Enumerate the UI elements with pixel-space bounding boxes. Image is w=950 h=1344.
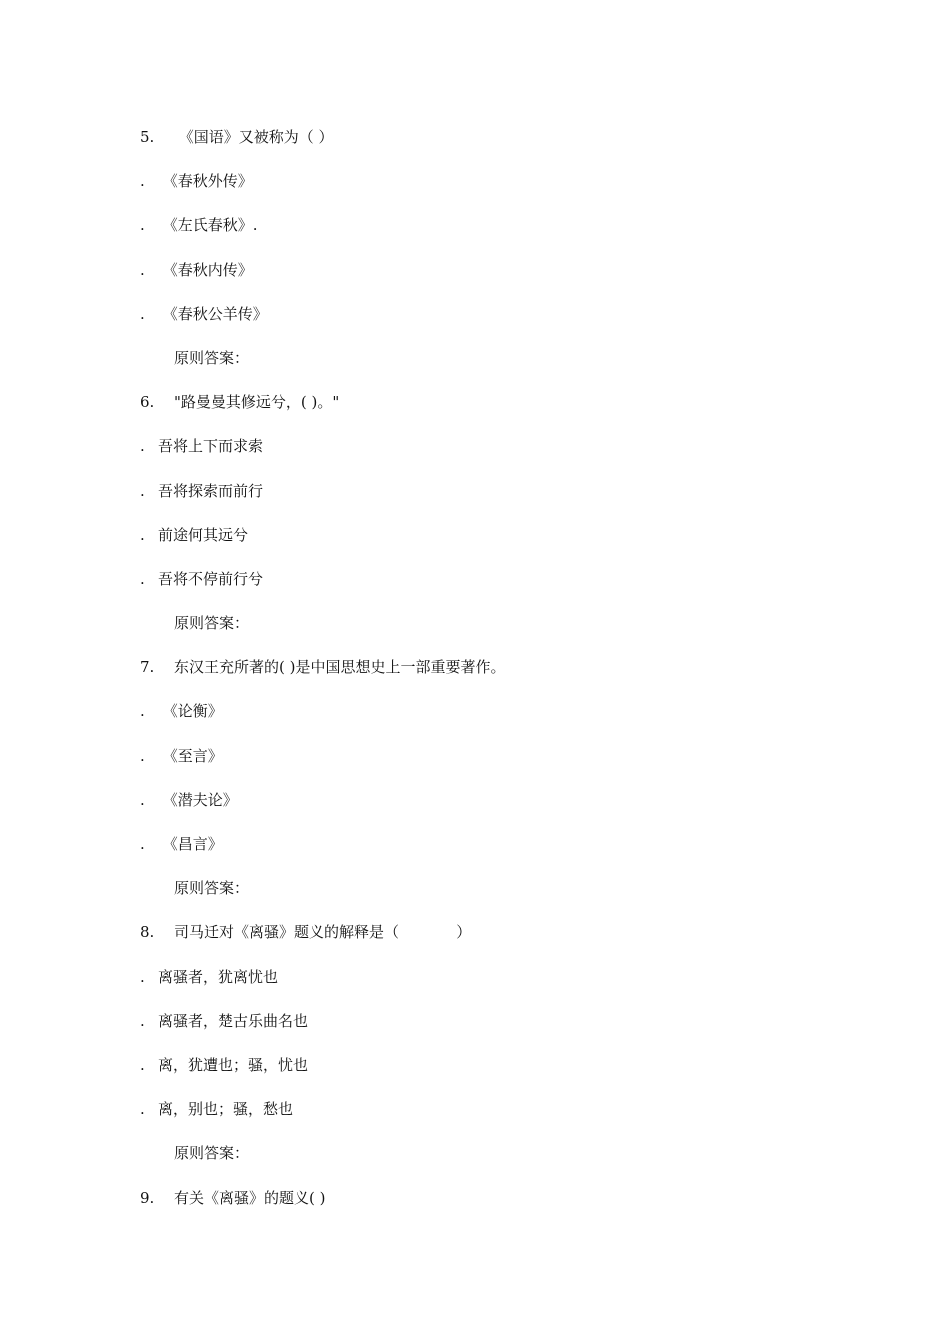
option: [140, 1009, 840, 1053]
question-number: 5.: [140, 128, 155, 146]
option-marker: .: [140, 172, 145, 191]
option-text: 吾将不停前行兮: [158, 569, 264, 588]
question-6: [140, 390, 840, 434]
option: [140, 302, 840, 346]
answer-label: 原则答案：: [174, 1144, 250, 1163]
option-marker: .: [140, 967, 145, 986]
option-text: 《春秋公羊传》: [158, 304, 268, 323]
option-marker: .: [140, 437, 145, 456]
option: [140, 523, 840, 567]
option: [140, 699, 840, 743]
option: [140, 1053, 840, 1097]
option: [140, 832, 840, 876]
option-text: 离，犹遭也；骚，忧也: [158, 1055, 309, 1074]
option-text: 《昌言》: [158, 835, 223, 853]
option-marker: .: [140, 835, 145, 853]
option-text: 《论衡》: [158, 702, 223, 721]
option: [140, 965, 840, 1009]
option: [140, 169, 840, 213]
option: [140, 258, 840, 302]
option-marker: .: [140, 746, 145, 765]
answer-label: 原则答案：: [174, 614, 250, 633]
option-text: 《春秋内传》: [158, 260, 253, 279]
option: [140, 744, 840, 788]
option-text: 《潜夫论》: [158, 790, 238, 809]
option-marker: .: [140, 1055, 145, 1074]
option-text: 离，别也；骚，愁也: [158, 1100, 294, 1119]
question-text: 《国语》又被称为（ ）: [174, 128, 334, 146]
option-text: 离骚者，犹离忧也: [158, 967, 279, 986]
question-text: 东汉王充所著的( )是中国思想史上一部重要著作。: [174, 658, 506, 677]
question-7: [140, 655, 840, 699]
option: [140, 213, 840, 257]
option-marker: .: [140, 1100, 145, 1119]
option-marker: .: [140, 260, 145, 279]
question-number: 8.: [140, 923, 155, 942]
option-text: 《左氏春秋》.: [158, 216, 258, 235]
question-9: [140, 1186, 840, 1230]
answer-label: 原则答案：: [174, 348, 250, 367]
option-marker: .: [140, 216, 145, 235]
answer-label: 原则答案：: [174, 879, 250, 898]
option-marker: .: [140, 569, 145, 588]
option: [140, 788, 840, 832]
question-5: [140, 125, 840, 169]
option-text: 离骚者，楚古乐曲名也: [158, 1011, 309, 1030]
option-text: 《春秋外传》: [158, 172, 253, 191]
question-number: 6.: [140, 393, 155, 412]
option-text: 《至言》: [158, 746, 223, 765]
question-text: 司马迁对《离骚》题义的解释是（ ）: [174, 923, 472, 942]
option: [140, 479, 840, 523]
question-8: [140, 920, 840, 964]
option-marker: .: [140, 790, 145, 809]
option: [140, 567, 840, 611]
option-text: 吾将上下而求索: [158, 437, 264, 456]
question-text: 有关《离骚》的题义( ): [174, 1188, 326, 1207]
question-number: 7.: [140, 658, 155, 677]
option-marker: .: [140, 525, 145, 544]
option-marker: .: [140, 1011, 145, 1030]
option-marker: .: [140, 304, 145, 323]
question-text: "路曼曼其修远兮，( )。": [174, 393, 340, 412]
option-text: 吾将探索而前行: [158, 481, 264, 500]
question-number: 9.: [140, 1188, 155, 1207]
option: [140, 434, 840, 478]
option-marker: .: [140, 481, 145, 500]
option-marker: .: [140, 702, 145, 721]
option: [140, 1097, 840, 1141]
option-text: 前途何其远兮: [158, 525, 249, 544]
document-page: [140, 125, 840, 1230]
